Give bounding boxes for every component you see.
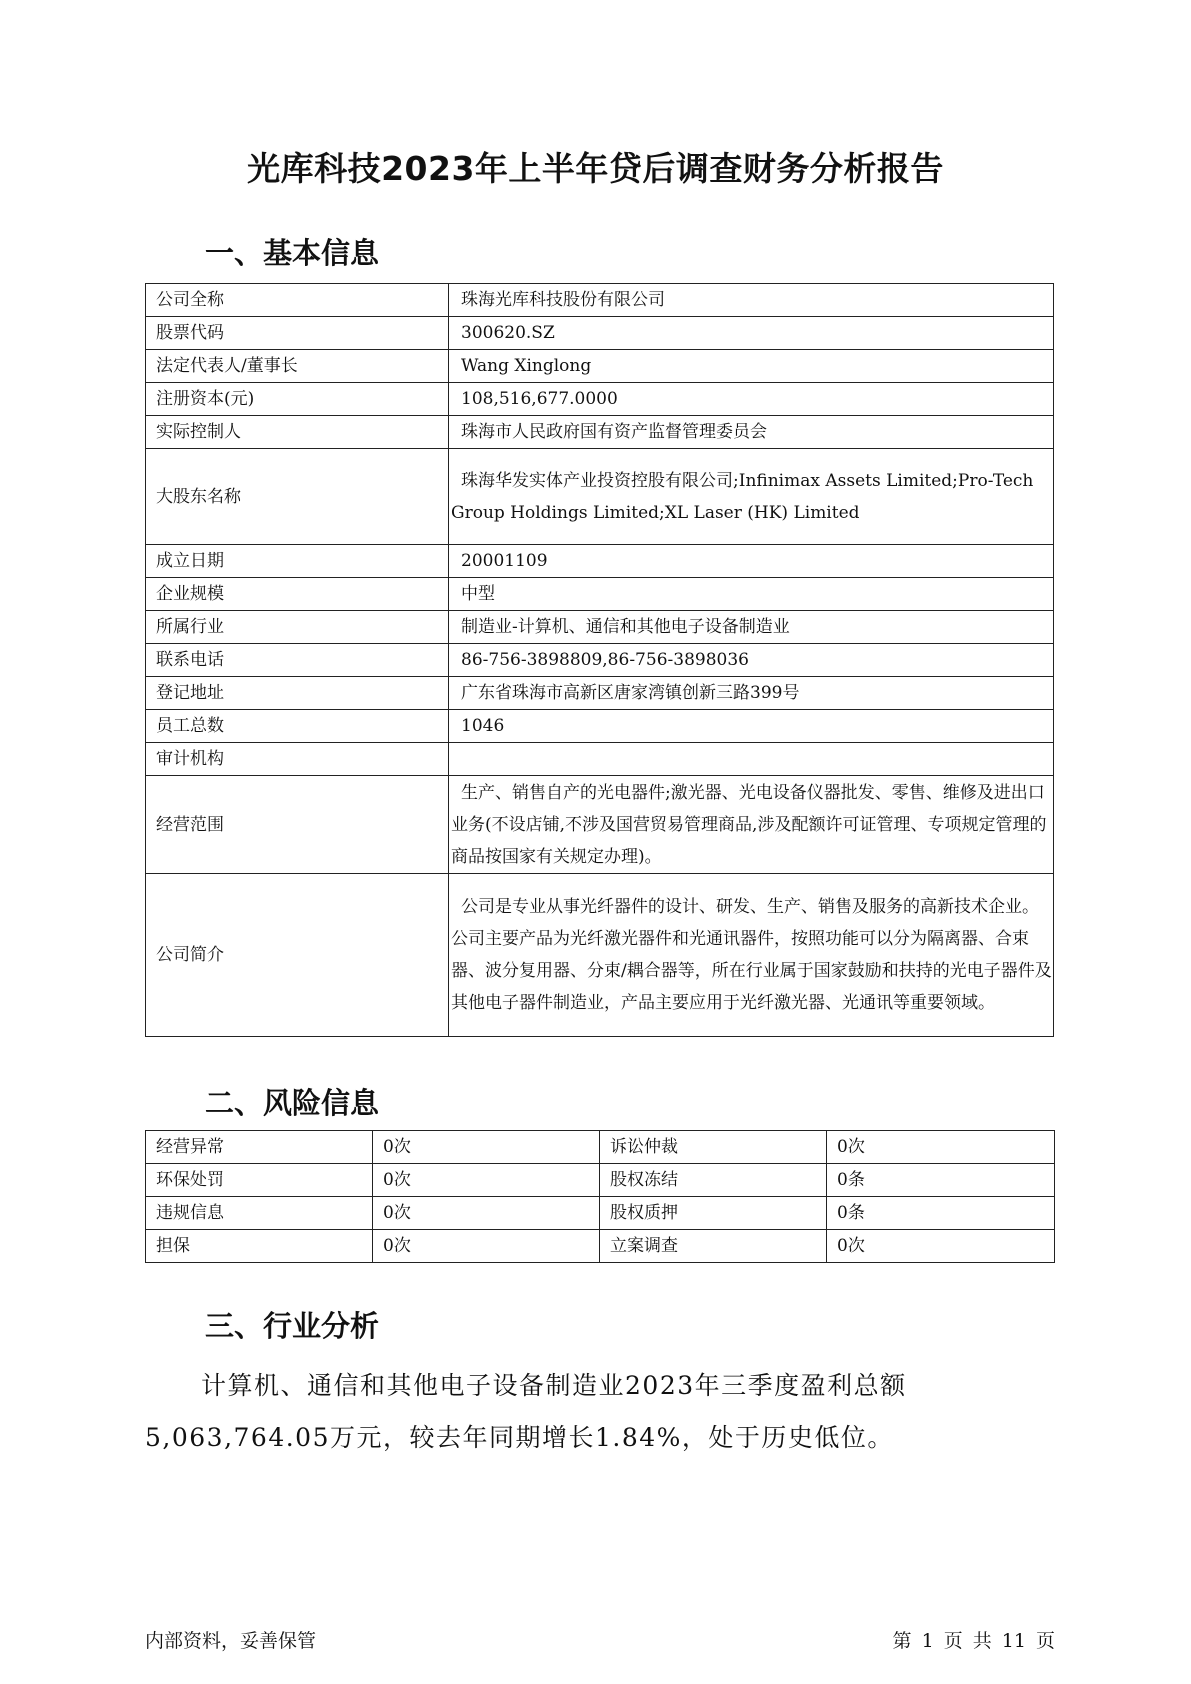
risk-value: 0次 [373,1197,600,1230]
table-row [146,317,1054,350]
field-value: Wang Xinglong [449,350,1054,383]
field-label: 公司简介 [146,874,449,1037]
table-row [146,611,1054,644]
field-value: 108,516,677.0000 [449,383,1054,416]
table-row [146,776,1054,874]
field-label: 实际控制人 [146,416,449,449]
field-label: 经营范围 [146,776,449,874]
field-value [449,743,1054,776]
field-value: 86-756-3898809,86-756-3898036 [449,644,1054,677]
table-row [146,710,1054,743]
risk-value: 0次 [373,1230,600,1263]
section-heading-risk-info: 二、风险信息 [205,1086,380,1120]
field-label: 成立日期 [146,545,449,578]
table-row [146,284,1054,317]
table-row [146,743,1054,776]
footer-confidential-note: 内部资料，妥善保管 [145,1630,317,1652]
field-label: 联系电话 [146,644,449,677]
table-row [146,1131,1055,1164]
table-row [146,644,1054,677]
field-label: 大股东名称 [146,449,449,545]
risk-value: 0条 [827,1197,1055,1230]
field-value: 制造业-计算机、通信和其他电子设备制造业 [449,611,1054,644]
risk-label: 经营异常 [146,1131,373,1164]
field-value: 中型 [449,578,1054,611]
field-value [449,449,1054,545]
basic-info-table [145,283,1054,1037]
field-label: 公司全称 [146,284,449,317]
field-value [449,776,1054,874]
risk-value: 0次 [373,1131,600,1164]
table-row [146,874,1054,1037]
risk-label: 股权冻结 [600,1164,827,1197]
risk-label: 担保 [146,1230,373,1263]
table-row [146,416,1054,449]
field-label: 股票代码 [146,317,449,350]
table-row [146,578,1054,611]
risk-label: 诉讼仲裁 [600,1131,827,1164]
field-value: 珠海光库科技股份有限公司 [449,284,1054,317]
section-heading-basic-info: 一、基本信息 [205,236,380,270]
risk-label: 环保处罚 [146,1164,373,1197]
risk-value: 0次 [827,1131,1055,1164]
field-value: 20001109 [449,545,1054,578]
table-row [146,449,1054,545]
field-label: 员工总数 [146,710,449,743]
table-row [146,677,1054,710]
risk-value: 0条 [827,1164,1055,1197]
table-row [146,1164,1055,1197]
risk-label: 股权质押 [600,1197,827,1230]
field-value: 1046 [449,710,1054,743]
major-shareholders-text: 珠海华发实体产业投资控股有限公司;Infinimax Assets Limited;Pro-Tech Group Holdings Limited;XL Laser (HK) Limited [451,470,1034,523]
section-heading-industry-analysis: 三、行业分析 [205,1309,380,1343]
business-scope-text: 生产、销售自产的光电器件;激光器、光电设备仪器批发、零售、维修及进出口业务(不设店铺,不涉及国营贸易管理商品,涉及配额许可证管理、专项规定管理的商品按国家有关规定办理)。 [451,782,1047,867]
industry-analysis-paragraph: 计算机、通信和其他电子设备制造业2023年三季度盈利总额5,063,764.05万元，较去年同期增长1.84%，处于历史低位。 [145,1371,907,1452]
field-value [449,874,1054,1037]
field-value: 珠海市人民政府国有资产监督管理委员会 [449,416,1054,449]
table-row [146,1197,1055,1230]
risk-info-table [145,1130,1055,1263]
table-row [146,350,1054,383]
field-label: 企业规模 [146,578,449,611]
field-label: 审计机构 [146,743,449,776]
company-profile-text: 公司是专业从事光纤器件的设计、研发、生产、销售及服务的高新技术企业。公司主要产品为光纤激光器件和光通讯器件，按照功能可以分为隔离器、合束器、波分复用器、分束/耦合器等，所在行业属于国家鼓励和扶持的光电子器件及其他电子器件制造业，产品主要应用于光纤激光器、光通讯等重要领域。 [451,897,1052,1013]
risk-value: 0次 [827,1230,1055,1263]
risk-label: 立案调查 [600,1230,827,1263]
risk-label: 违规信息 [146,1197,373,1230]
table-row [146,383,1054,416]
field-value: 300620.SZ [449,317,1054,350]
field-label: 所属行业 [146,611,449,644]
footer-page-number: 第 1 页 共 11 页 [892,1630,1055,1652]
field-label: 登记地址 [146,677,449,710]
field-label: 法定代表人/董事长 [146,350,449,383]
risk-value: 0次 [373,1164,600,1197]
table-row [146,545,1054,578]
field-label: 注册资本(元) [146,383,449,416]
field-value: 广东省珠海市高新区唐家湾镇创新三路399号 [449,677,1054,710]
report-title: 光库科技2023年上半年贷后调查财务分析报告 [247,149,944,188]
table-row [146,1230,1055,1263]
